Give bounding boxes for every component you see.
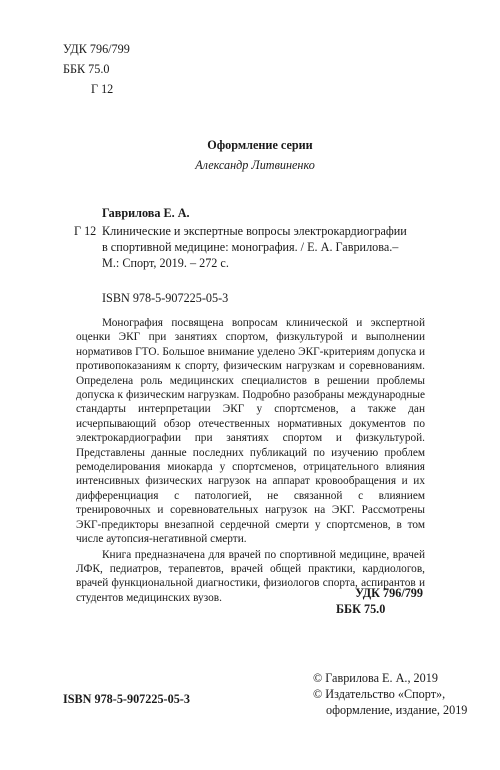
bibliographic-description (102, 223, 407, 271)
annotation-paragraph: Книга предназначена для врачей по спортивной медицине, врачей ЛФК, педиатров, терапевтов, врачей общей практики, кардиологов, врачей функциональной диагностики, физиологов спорта, аспирантов и студентов медицинских вузов. (76, 548, 425, 604)
series-design-heading: Оформление серии (207, 138, 313, 152)
description-line: в спортивной медицине: монография. / Е. А. Гаврилова.– (102, 240, 399, 254)
copyright-publisher: © Издательство «Спорт», (313, 687, 446, 701)
footer-isbn: ISBN 978-5-907225-05-3 (63, 692, 190, 706)
author-mark: Г 12 (91, 82, 114, 96)
series-designer-name: Александр Литвиненко (195, 158, 315, 172)
udk-code-bottom: УДК 796/799 (355, 586, 423, 600)
record-isbn: ISBN 978-5-907225-05-3 (102, 291, 229, 305)
copyright-author: © Гаврилова Е. А., 2019 (313, 671, 438, 685)
bbk-code: ББК 75.0 (63, 62, 110, 76)
description-line: М.: Спорт, 2019. – 272 с. (102, 256, 229, 270)
annotation (76, 316, 425, 605)
udk-code: УДК 796/799 (63, 42, 130, 56)
record-author-mark: Г 12 (74, 224, 97, 238)
bbk-code-bottom: ББК 75.0 (336, 602, 386, 616)
book-author: Гаврилова Е. А. (102, 206, 190, 220)
description-line: Клинические и экспертные вопросы электрокардиографии (102, 224, 407, 238)
copyright-design: оформление, издание, 2019 (326, 703, 468, 717)
annotation-paragraph: Монография посвящена вопросам клинической и экспертной оценки ЭКГ при занятиях спортом, физкультурой и выполнении нормативов ГТО. Большое внимание уделено ЭКГ-критериям допуска и противопоказаниям к спорту, физическим нагрузкам и соревнованиям. Определена роль медицинских специалистов в решении проблемы допуска к физическим нагрузкам. Подробно разобраны международные стандарты интерпретации ЭКГ у спортсменов, а также дан исчерпывающий обзор отечественных нормативных документов по электрокардиографии при занятиях спортом и физкультурой. Представлены данные последних публикаций по изучению проблем ремоделирования миокарда у спортсменов, отрицательного влияния интенсивных физических нагрузок на аппарат кровообращения и их дифференциация с патологией, не связанной с влиянием тренировочных и соревновательных нагрузок на ЭКГ. Рассмотрены ЭКГ-предикторы внезапной сердечной смерти у спортсменов, в том числе аутопсия-негативной смерти. (76, 317, 425, 546)
